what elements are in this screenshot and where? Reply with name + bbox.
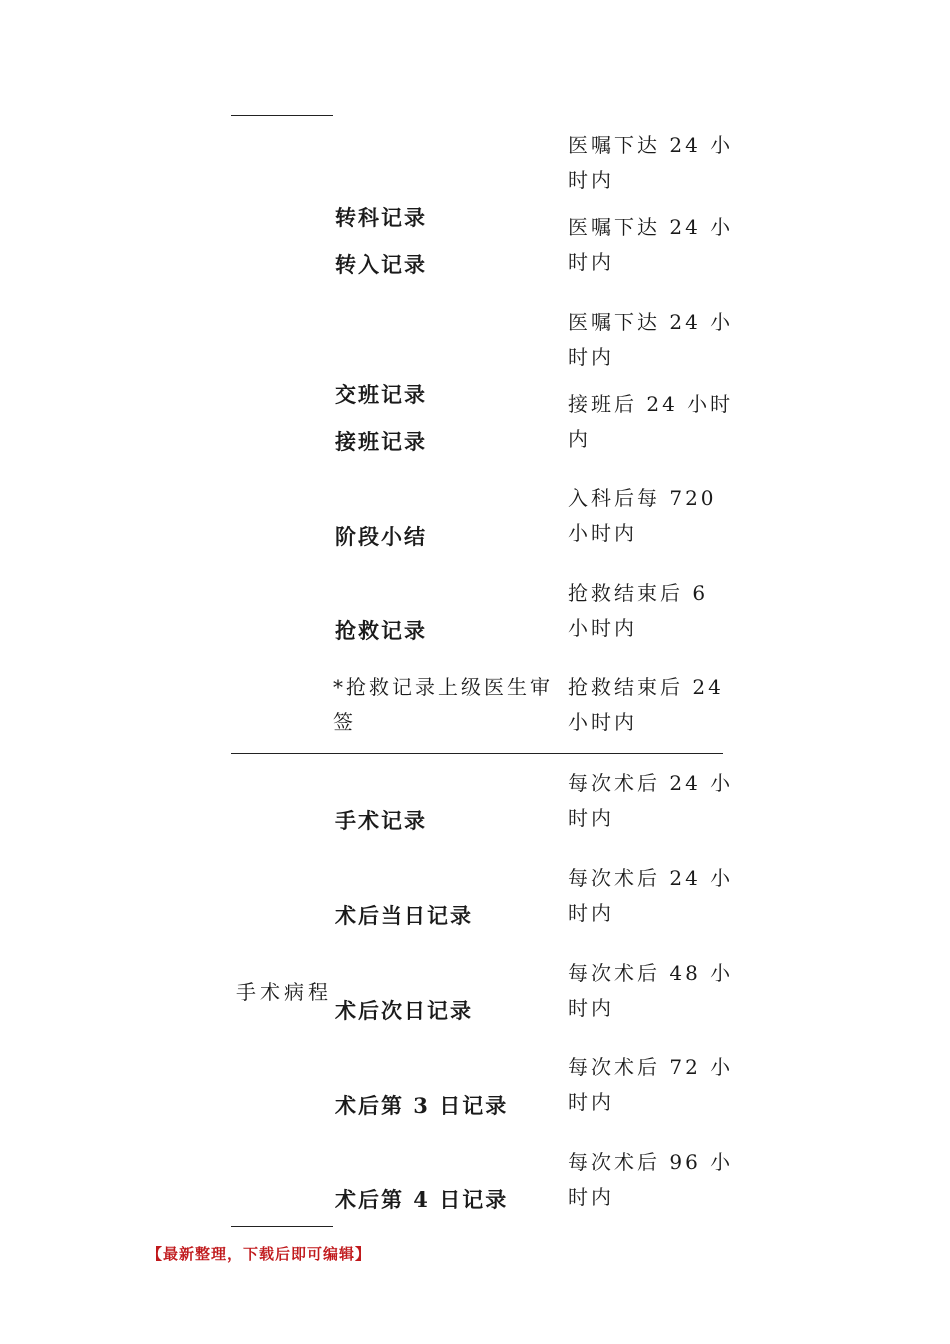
record-name-rescue: 抢救记录 — [335, 618, 427, 643]
surgery-time-limit-3 — [568, 956, 733, 1026]
surgery-time-limit-4-line1: 每次术后 72 小 — [568, 1055, 734, 1079]
time-limit-3 — [568, 305, 733, 375]
record-name-takeover: 接班记录 — [335, 429, 427, 454]
record-name-handover: 交班记录 — [335, 382, 427, 407]
top-short-rule — [231, 115, 333, 116]
surgery-time-limit-5 — [568, 1145, 733, 1215]
surgery-time-limit-3-line1: 每次术后 48 小 — [568, 961, 734, 985]
time-limit-7 — [568, 670, 724, 740]
surgery-record-name-3: 术后次日记录 — [335, 998, 473, 1023]
time-limit-2-line2: 时内 — [568, 250, 614, 274]
surgery-time-limit-2 — [568, 861, 733, 931]
footer-editable-note: 【最新整理，下载后即可编辑】 — [147, 1245, 372, 1263]
rescue-review-note-line2: 签 — [333, 710, 356, 734]
time-limit-3-line1: 医嘱下达 24 小 — [568, 310, 734, 334]
category-surgical-course: 手术病程 — [236, 980, 332, 1004]
time-limit-4 — [568, 387, 733, 457]
time-limit-4-line1: 接班后 24 小时 — [568, 392, 734, 416]
time-limit-5-line1: 入科后每 720 — [568, 486, 717, 510]
bottom-short-rule — [231, 1226, 333, 1227]
time-limit-7-line1: 抢救结束后 24 — [568, 675, 724, 699]
time-limit-6-line1: 抢救结束后 6 — [568, 581, 709, 605]
time-limit-1-line2: 时内 — [568, 168, 614, 192]
time-limit-2-line1: 医嘱下达 24 小 — [568, 215, 734, 239]
surgery-time-limit-4-line2: 时内 — [568, 1090, 614, 1114]
time-limit-6-line2: 小时内 — [568, 616, 637, 640]
surgery-time-limit-5-line1: 每次术后 96 小 — [568, 1150, 734, 1174]
rescue-review-note — [333, 670, 553, 740]
time-limit-5-line2: 小时内 — [568, 521, 637, 545]
time-limit-7-line2: 小时内 — [568, 710, 637, 734]
record-name-transfer-out: 转科记录 — [335, 205, 427, 230]
time-limit-3-line2: 时内 — [568, 345, 614, 369]
surgery-time-limit-3-line2: 时内 — [568, 996, 614, 1020]
time-limit-2 — [568, 210, 733, 280]
time-limit-5 — [568, 481, 717, 551]
time-limit-1-line1: 医嘱下达 24 小 — [568, 133, 734, 157]
rescue-review-note-line1: *抢救记录上级医生审 — [333, 675, 553, 699]
surgery-time-limit-5-line2: 时内 — [568, 1185, 614, 1209]
surgery-time-limit-1 — [568, 766, 733, 836]
surgery-time-limit-4 — [568, 1050, 733, 1120]
surgery-record-name-1: 手术记录 — [335, 808, 427, 833]
time-limit-4-line2: 内 — [568, 427, 591, 451]
surgery-time-limit-1-line2: 时内 — [568, 806, 614, 830]
surgery-record-name-5: 术后第 4 日记录 — [335, 1187, 509, 1212]
record-name-stage-summary: 阶段小结 — [335, 524, 427, 549]
record-name-transfer-in: 转入记录 — [335, 252, 427, 277]
surgery-time-limit-1-line1: 每次术后 24 小 — [568, 771, 734, 795]
time-limit-6 — [568, 576, 708, 646]
surgery-time-limit-2-line1: 每次术后 24 小 — [568, 866, 734, 890]
surgery-record-name-2: 术后当日记录 — [335, 903, 473, 928]
section-divider-rule — [231, 753, 723, 754]
time-limit-1 — [568, 128, 733, 198]
surgery-record-name-4: 术后第 3 日记录 — [335, 1093, 509, 1118]
surgery-time-limit-2-line2: 时内 — [568, 901, 614, 925]
